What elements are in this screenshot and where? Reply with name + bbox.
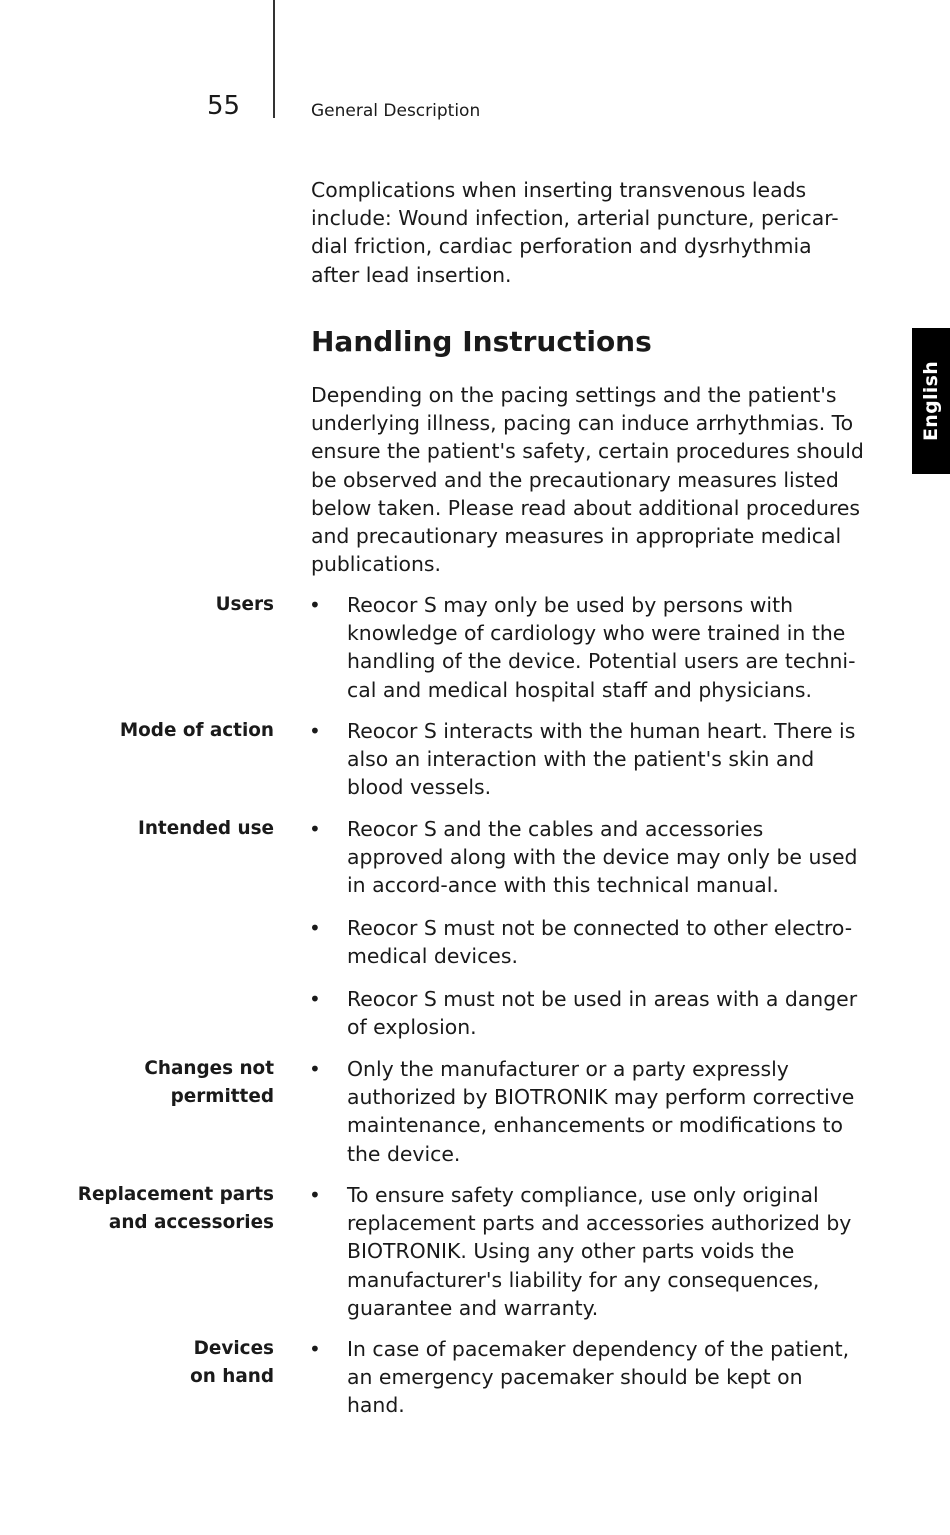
language-tab-label: English	[920, 360, 943, 442]
list-item-devices-on-hand: In case of pacemaker dependency of the patient, an emergency pacemaker should be kept on hand.	[347, 1337, 850, 1418]
bullet-marker: •	[309, 719, 321, 743]
list-item-intended-use-3: Reocor S must not be used in areas with a danger of explosion.	[347, 987, 858, 1040]
list-item-changes-not-permitted: Only the manufacturer or a party expressly authorized by BIOTRONIK may perform corrective maintenance, enhancements or modifications to the device.	[347, 1057, 855, 1166]
bullet-marker: •	[309, 916, 321, 940]
intro-paragraph: Complications when inserting transvenous leads include: Wound infection, arterial puncture, pericar-dial friction, cardiac perforation and dysrhythmia after lead insertion.	[311, 178, 839, 287]
side-label-mode-of-action: Mode of action	[119, 720, 274, 741]
list-item-intended-use-2: Reocor S must not be connected to other electro-medical devices.	[347, 916, 853, 969]
side-label-replacement-parts: Replacement parts and accessories	[77, 1184, 274, 1234]
side-label-users: Users	[215, 594, 274, 615]
section-intro: Depending on the pacing settings and the patient's underlying illness, pacing can induce arrhythmias. To ensure the patient's safety, certain procedures should be observed and the precautionary measures listed below taken. Please read about additional procedures and precautionary measures in appropriate medical publications.	[311, 383, 864, 577]
bullet-marker: •	[309, 593, 321, 617]
list-item-mode-of-action: Reocor S interacts with the human heart. There is also an interaction with the patient's skin and blood vessels.	[347, 719, 856, 800]
bullet-marker: •	[309, 1057, 321, 1081]
list-item-intended-use-1: Reocor S and the cables and accessories approved along with the device may only be used in accord-ance with this technical manual.	[347, 817, 858, 898]
side-label-changes-not-permitted: Changes not permitted	[144, 1058, 274, 1108]
list-item-replacement-parts: To ensure safety compliance, use only original replacement parts and accessories authorized by BIOTRONIK. Using any other parts voids the manufacturer's liability for any consequences, guarantee and warranty.	[347, 1183, 852, 1320]
side-label-intended-use: Intended use	[137, 818, 274, 839]
running-head: General Description	[311, 101, 481, 121]
bullet-marker: •	[309, 1183, 321, 1207]
bullet-marker: •	[309, 1337, 321, 1361]
section-title: Handling Instructions	[311, 325, 652, 358]
list-item-users: Reocor S may only be used by persons with knowledge of cardiology who were trained in the handling of the device. Potential users are techni-cal and medical hospital staff and physicians.	[347, 593, 856, 702]
bullet-marker: •	[309, 987, 321, 1011]
language-tab	[912, 328, 950, 474]
header-divider-rule	[273, 0, 275, 118]
bullet-marker: •	[309, 817, 321, 841]
side-label-devices-on-hand: Devices on hand	[190, 1338, 274, 1388]
page-number: 55	[207, 91, 241, 121]
